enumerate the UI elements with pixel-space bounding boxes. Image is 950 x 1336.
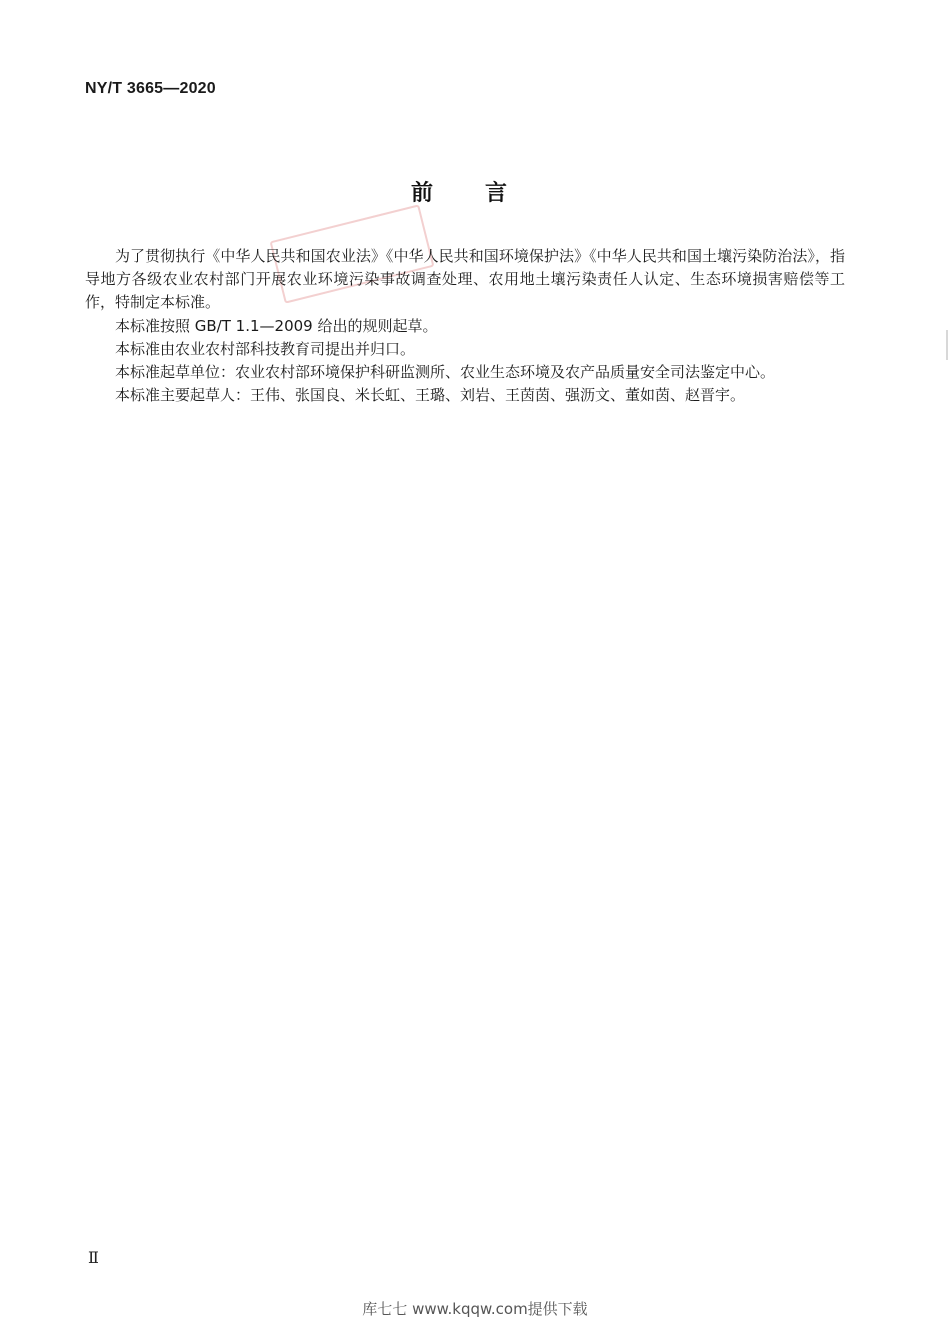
foreword-body xyxy=(85,245,845,407)
download-footer: 库七七 www.kqqw.com提供下载 xyxy=(362,1300,588,1318)
paragraph-purpose: 为了贯彻执行《中华人民共和国农业法》《中华人民共和国环境保护法》《中华人民共和国土壤污染防治法》，指导地方各级农业农村部门开展农业环境污染事故调查处理、农用地土壤污染责任人认定、生态环境损害赔偿等工作，特制定本标准。 xyxy=(85,247,845,312)
standard-code: NY/T 3665—2020 xyxy=(85,80,216,97)
paragraph-drafting-units: 本标准起草单位：农业农村部环境保护科研监测所、农业生态环境及农产品质量安全司法鉴定中心。 xyxy=(115,363,776,382)
page-number: Ⅱ xyxy=(88,1248,99,1267)
page-title: 前言 xyxy=(410,181,559,206)
paragraph-drafters: 本标准主要起草人：王伟、张国良、米长虹、王璐、刘岩、王茵茵、强沥文、董如茵、赵晋宇。 xyxy=(115,386,746,405)
scan-edge-mark xyxy=(946,330,948,360)
paragraph-proposer: 本标准由农业农村部科技教育司提出并归口。 xyxy=(115,339,416,358)
paragraph-drafting-rules: 本标准按照 GB/T 1.1—2009 给出的规则起草。 xyxy=(115,316,438,335)
